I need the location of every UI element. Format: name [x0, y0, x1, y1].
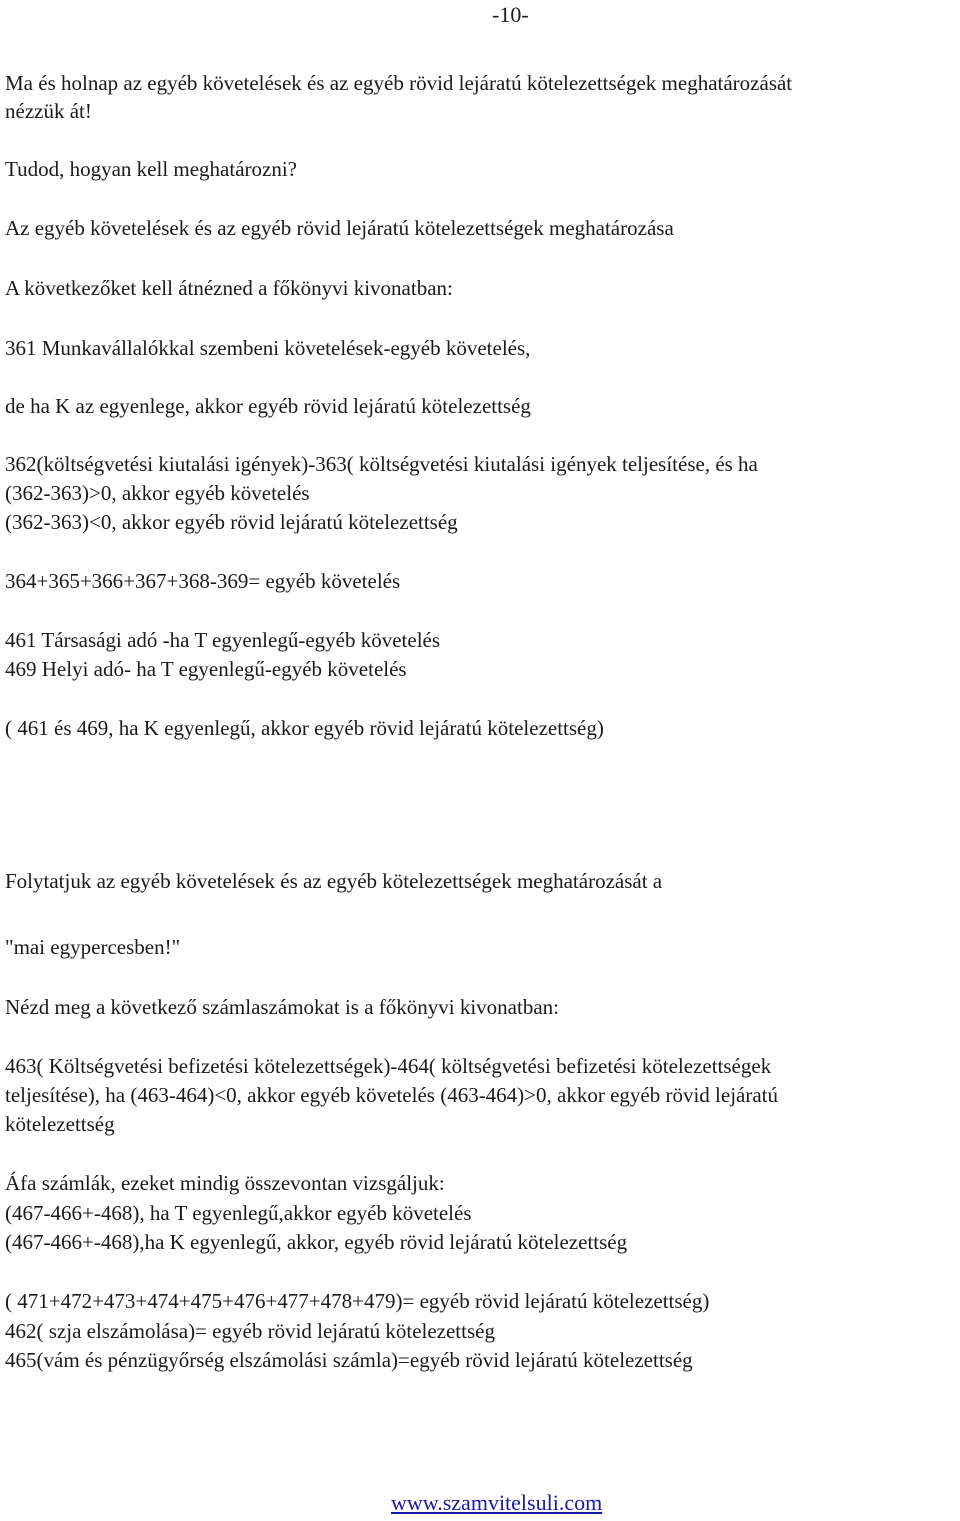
- account-465-line: 465(vám és pénzügyőrség elszámolási számla)=egyéb rövid lejáratú kötelezettség: [5, 1348, 693, 1372]
- vat-intro-line: Áfa számlák, ezeket mindig összevontan vizsgáljuk:: [5, 1171, 445, 1195]
- account-364-line: 364+365+366+367+368-369= egyéb követelés: [5, 569, 401, 593]
- vat-credit-line: (467-466+-468),ha K egyenlegű, akkor, egyéb rövid lejáratú kötelezettség: [5, 1230, 628, 1254]
- account-462-line: 462( szja elszámolása)= egyéb rövid lejáratú kötelezettség: [5, 1319, 495, 1343]
- continue-line-1: Folytatjuk az egyéb követelések és az egyéb kötelezettségek meghatározását a: [5, 869, 663, 893]
- account-362-line-3: (362-363)<0, akkor egyéb rövid lejáratú kötelezettség: [5, 510, 458, 534]
- continue-line-2: "mai egypercesben!": [5, 935, 181, 959]
- account-361-line: 361 Munkavállalókkal szembeni követelések-egyéb követelés,: [5, 336, 531, 360]
- account-463-line-1: 463( Költségvetési befizetési kötelezettségek)-464( költségvetési befizetési kötelezettségek: [5, 1054, 772, 1078]
- account-362-line-2: (362-363)>0, akkor egyéb követelés: [5, 481, 310, 505]
- question-line: Tudod, hogyan kell meghatározni?: [5, 157, 298, 181]
- account-461-line: 461 Társasági adó -ha T egyenlegű-egyéb követelés: [5, 628, 441, 652]
- intro-line-1: Ma és holnap az egyéb követelések és az egyéb rövid lejáratú kötelezettségek meghatározását: [5, 71, 793, 95]
- look-line: Nézd meg a következő számlaszámokat is a főkönyvi kivonatban:: [5, 995, 559, 1019]
- account-469-line: 469 Helyi adó- ha T egyenlegű-egyéb követelés: [5, 657, 407, 681]
- section-intro: A következőket kell átnézned a főkönyvi kivonatban:: [5, 276, 453, 300]
- account-463-line-2: teljesítése), ha (463-464)<0, akkor egyéb követelés (463-464)>0, akkor egyéb rövid lejáratú: [5, 1083, 779, 1107]
- footer-website-link[interactable]: www.szamvitelsuli.com: [391, 1490, 603, 1515]
- account-362-line-1: 362(költségvetési kiutalási igények)-363( költségvetési kiutalási igények teljesítése, és ha: [5, 452, 758, 476]
- section-heading: Az egyéb követelések és az egyéb rövid lejáratú kötelezettségek meghatározása: [5, 216, 674, 240]
- account-471-line: ( 471+472+473+474+475+476+477+478+479)= egyéb rövid lejáratú kötelezettség): [5, 1289, 710, 1313]
- account-463-line-3: kötelezettség: [5, 1112, 115, 1136]
- intro-line-2: nézzük át!: [5, 99, 92, 123]
- account-461-469-credit-line: ( 461 és 469, ha K egyenlegű, akkor egyéb rövid lejáratú kötelezettség): [5, 716, 604, 740]
- vat-debit-line: (467-466+-468), ha T egyenlegű,akkor egyéb követelés: [5, 1201, 472, 1225]
- page-number: -10-: [492, 2, 529, 27]
- account-361-credit-line: de ha K az egyenlege, akkor egyéb rövid lejáratú kötelezettség: [5, 394, 531, 418]
